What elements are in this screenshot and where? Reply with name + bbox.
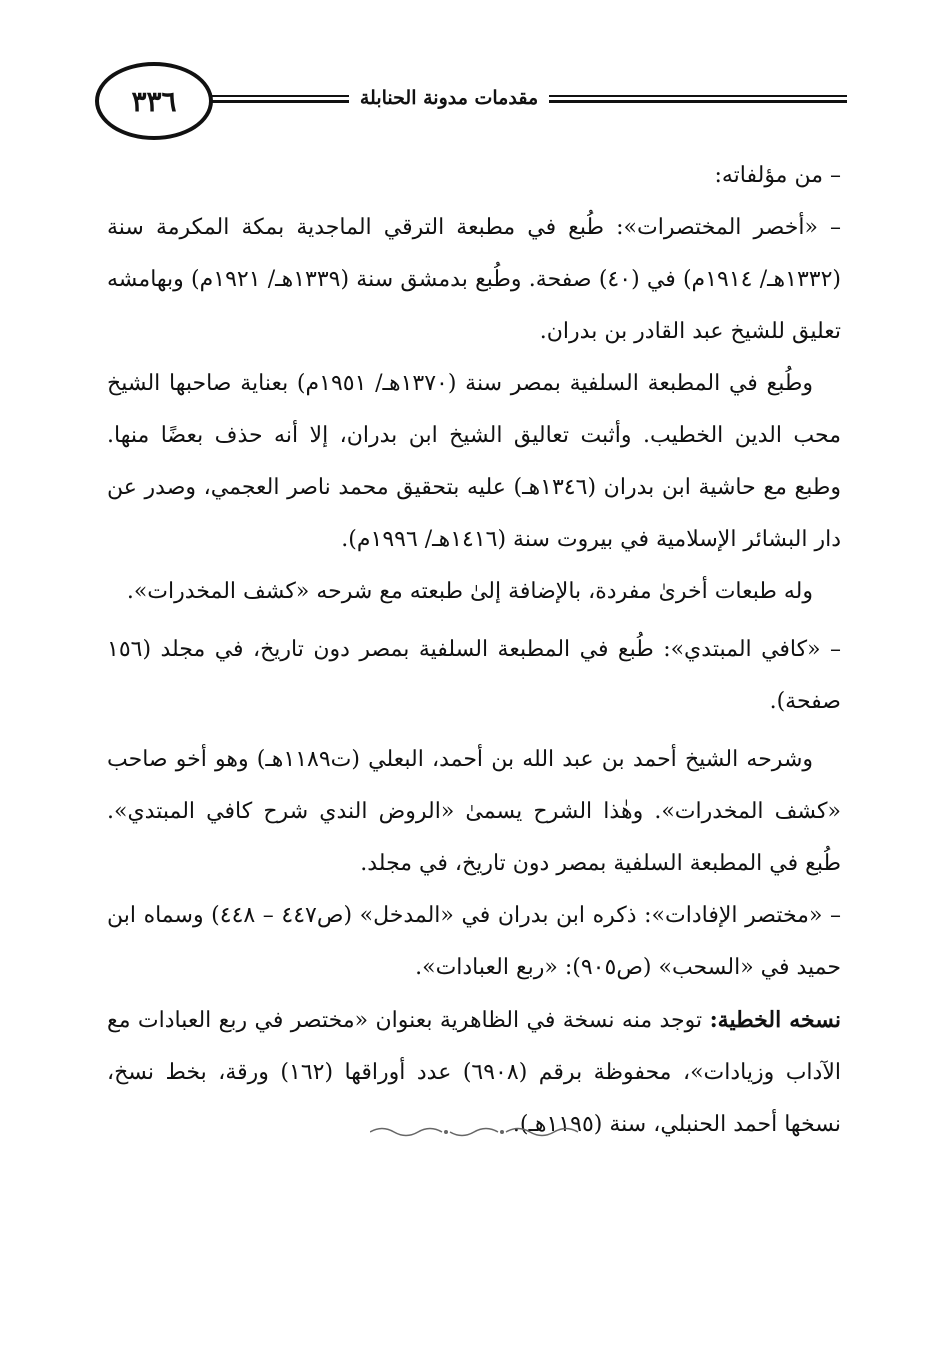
paragraph-other-editions: وله طبعات أخرىٰ مفردة، بالإضافة إلىٰ طبعته مع شرحه «كشف المخدرات».	[126, 579, 813, 604]
page-body	[107, 150, 841, 1151]
paragraph-kafi: – «كافي المبتدي»: طُبع في المطبعة السلفية بمصر دون تاريخ، في مجلد (١٥٦ صفحة).	[107, 637, 841, 714]
divider-ornament-icon	[370, 1125, 580, 1139]
paragraph-akhsar: – «أخصر المختصرات»: طُبع في مطبعة الترقي الماجدية بمكة المكرمة سنة (١٣٣٢هـ/ ١٩١٤م) في (٤٠) صفحة. وطُبع بدمشق سنة (١٣٣٩هـ/ ١٩٢١م) وبهامشه تعليق للشيخ عبد القادر بن بدران.	[107, 215, 842, 344]
manuscripts-text: توجد منه نسخة في الظاهرية بعنوان «مختصر في ربع العبادات مع الآداب وزيادات»، محفوظة برقم (٦٩٠٨) عدد أوراقها (١٦٢) ورقة، بخط نسخ، نسخها أحمد الحنبلي، سنة (١١٩٥هـ).	[107, 1008, 842, 1137]
running-title: مقدمات مدونة الحنابلة	[349, 83, 549, 113]
page-header	[95, 62, 847, 146]
paragraph-mukhtasar-ifadat: – «مختصر الإفادات»: ذكره ابن بدران في «المدخل» (ص٤٤٧ – ٤٤٨) وسماه ابن حميد في «السحب» (ص٩٠٥): «ربع العبادات».	[107, 903, 841, 980]
paragraph-kafi-commentary: وشرحه الشيخ أحمد بن عبد الله بن أحمد، البعلي (ت١١٨٩هـ) وهو أخو صاحب «كشف المخدرات». وهٰذا الشرح يسمىٰ «الروض الندي شرح كافي المبتدي». طُبع في المطبعة السلفية بمصر دون تاريخ، في مجلد.	[107, 747, 841, 876]
end-ornament	[370, 1124, 580, 1143]
paragraph-salafiya-edition: وطُبع في المطبعة السلفية بمصر سنة (١٣٧٠هـ/ ١٩٥١م) بعناية صاحبها الشيخ محب الدين الخطيب. وأثبت تعاليق الشيخ ابن بدران، إلا أنه حذف بعضًا منها. وطبع مع حاشية ابن بدران (١٣٤٦هـ) عليه بتحقيق محمد ناصر العجمي، وصدر عن دار البشائر الإسلامية في بيروت سنة (١٤١٦هـ/ ١٩٩٦م).	[107, 371, 841, 552]
manuscripts-label: نسخه الخطية:	[709, 1007, 841, 1033]
page-number: ٣٣٦	[95, 62, 213, 140]
works-heading: – من مؤلفاته:	[714, 163, 841, 188]
